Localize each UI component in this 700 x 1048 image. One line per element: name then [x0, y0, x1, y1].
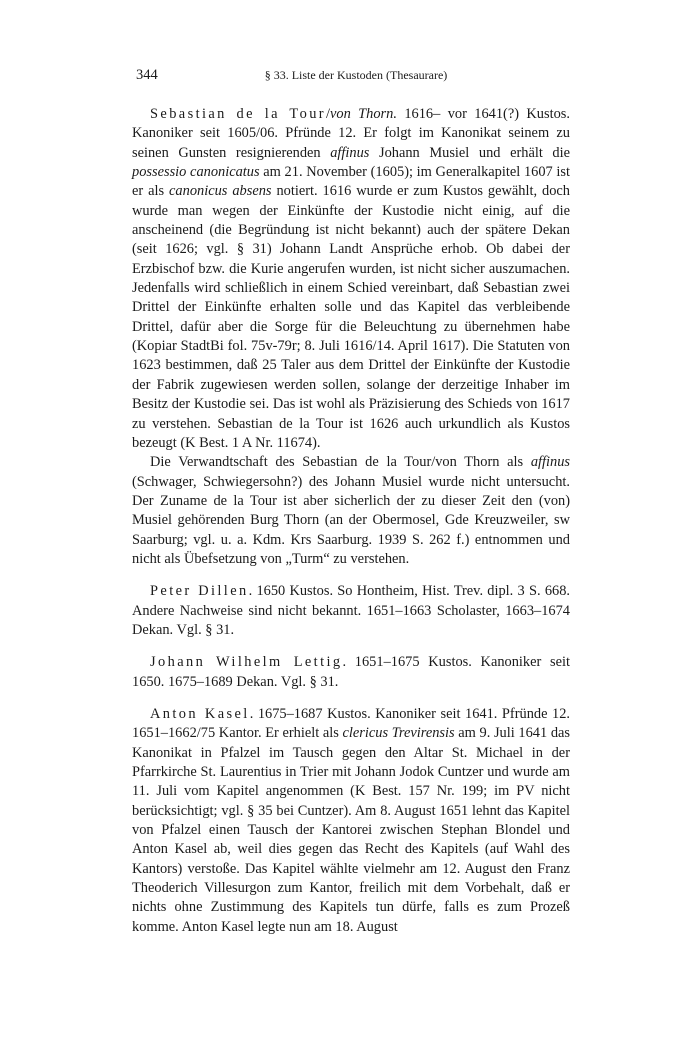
entry-text	[132, 106, 570, 451]
italic-phrase: canonicus absens	[169, 183, 272, 200]
entry-name: Sebastian de la Tour	[150, 106, 326, 122]
entry-paragraph	[132, 653, 570, 692]
text-run: . 1650 Kustos. So Hontheim, Hist. Trev. dipl. 3 S. 668. Andere Nachweise sind nicht bekannt. 1651–1663 Scholaster, 1663–1674 Dekan. Vgl. § 31.	[132, 583, 570, 638]
document-page	[132, 64, 570, 937]
italic-phrase: von Thorn.	[330, 106, 397, 122]
entry-name: Johann Wilhelm Lettig	[150, 654, 343, 671]
entry-text	[132, 706, 570, 935]
text-body	[132, 105, 570, 937]
text-run: 1616– vor 1641(?) Kustos. Kanoniker seit 1605/06. Pfründe 12. Er folgt im Kanonikat seinem zu seinen Gunsten resignierenden	[132, 106, 570, 161]
text-run: /	[326, 106, 330, 122]
text-run: (Schwager, Schwiegersohn?) des Johann Musiel wurde nicht untersucht. Der Zuname de la Tour ist aber sicherlich der zu dieser Zeit den (von) Musiel gehörenden Burg Thorn (an der Obermosel, Gde Kreuzweiler, sw Saarburg; vgl. u. a. Kdm. Krs Saarburg. 1939 S. 262 f.) entnommen und nicht als Übefsetzung von „Turm“ zu verstehen.	[132, 473, 570, 567]
text-run: . 1651–1675 Kustos. Kanoniker seit 1650. 1675–1689 Dekan. Vgl. § 31.	[132, 654, 570, 690]
running-title: § 33. Liste der Kustoden (Thesaurare)	[264, 68, 448, 82]
entry-paragraph	[132, 105, 570, 453]
italic-phrase: affinus	[330, 144, 370, 161]
entry-name: Anton Kasel	[150, 705, 250, 722]
text-run: Die Verwandtschaft des Sebastian de la Tour/von Thorn als	[150, 454, 531, 471]
entry-text	[132, 454, 570, 567]
italic-phrase: affinus	[530, 454, 570, 471]
text-run: . 1675–1687 Kustos. Kanoniker seit 1641. Pfründe 12. 1651–1662/75 Kantor. Er erhielt als	[132, 705, 570, 742]
text-run: am 9. Juli 1641 das Kanonikat in Pfalzel im Tausch gegen den Altar St. Michael in der Pfarrkirche St. Laurentius in Trier mit Johann Jodok Cuntzer und wurde am 11. Juli vom Kapitel angenommen (K Best. 157 Nr. 199; im PV nicht berücksichtigt; vgl. § 35 bei Cuntzer). Am 8. August 1651 lehnt das Kapitel von Pfalzel einen Tausch der Kantorei zwischen Stephan Blondel und Anton Kasel ab, weil dies gegen das Recht des Kapitels (auf Wahl des Kantors) verstoße. Das Kapitel wählte vielmehr am 12. August den Franz Theoderich Villesurgon zum Kantor, freilich mit dem Vorbehalt, daß er nichts ohne Zustimmung des Kapitels tun dürfe, falls es zum Prozeß komme. Anton Kasel legte nun am 18. August	[132, 725, 570, 935]
page-header	[132, 64, 570, 86]
page-number: 344	[136, 67, 158, 83]
text-run: notiert. 1616 wurde er zum Kustos gewählt, doch wurde man wegen der Einkünfte der Kustodie nicht einig, auf die anscheinend (die Begründung ist nicht bekannt) auch der spätere Dekan (seit 1626; vgl. § 31) Johann Landt Ansprüche erhob. Ob dabei der Erzbischof bzw. die Kurie angerufen wurden, ist nicht sicher auszumachen. Jedenfalls wird schließlich in einem Schied vereinbart, daß Sebastian zwei Drittel der Einkünfte erhalten solle und das Kapitel das verbleibende Drittel, dafür aber die Sorge für die Beleuchtung zu übernehmen habe (Kopiar StadtBi fol. 75v-79r; 8. Juli 1616/14. April 1617). Die Statuten von 1623 bestimmen, daß 25 Taler aus dem Drittel der Einkünfte der Kustodie der Fabrik zugewiesen werden sollen, solange der derzeitige Inhaber im Besitz der Kustodie sei. Das ist wohl als Präzisierung des Schieds von 1617 zu verstehen. Sebastian de la Tour ist 1626 auch urkundlich als Kustos bezeugt (K Best. 1 A Nr. 11674).	[132, 183, 570, 451]
entry-paragraph	[132, 453, 570, 569]
text-run: am 21. November (1605); im Generalkapitel 1607 ist er als	[132, 164, 570, 200]
italic-phrase: clericus Trevirensis	[342, 725, 455, 742]
entry-paragraph	[132, 705, 570, 937]
italic-phrase: possessio canonicatus	[132, 164, 260, 181]
entry-name: Peter Dillen	[150, 583, 249, 600]
text-run: Johann Musiel und erhält die	[369, 144, 570, 161]
entry-paragraph	[132, 582, 570, 640]
